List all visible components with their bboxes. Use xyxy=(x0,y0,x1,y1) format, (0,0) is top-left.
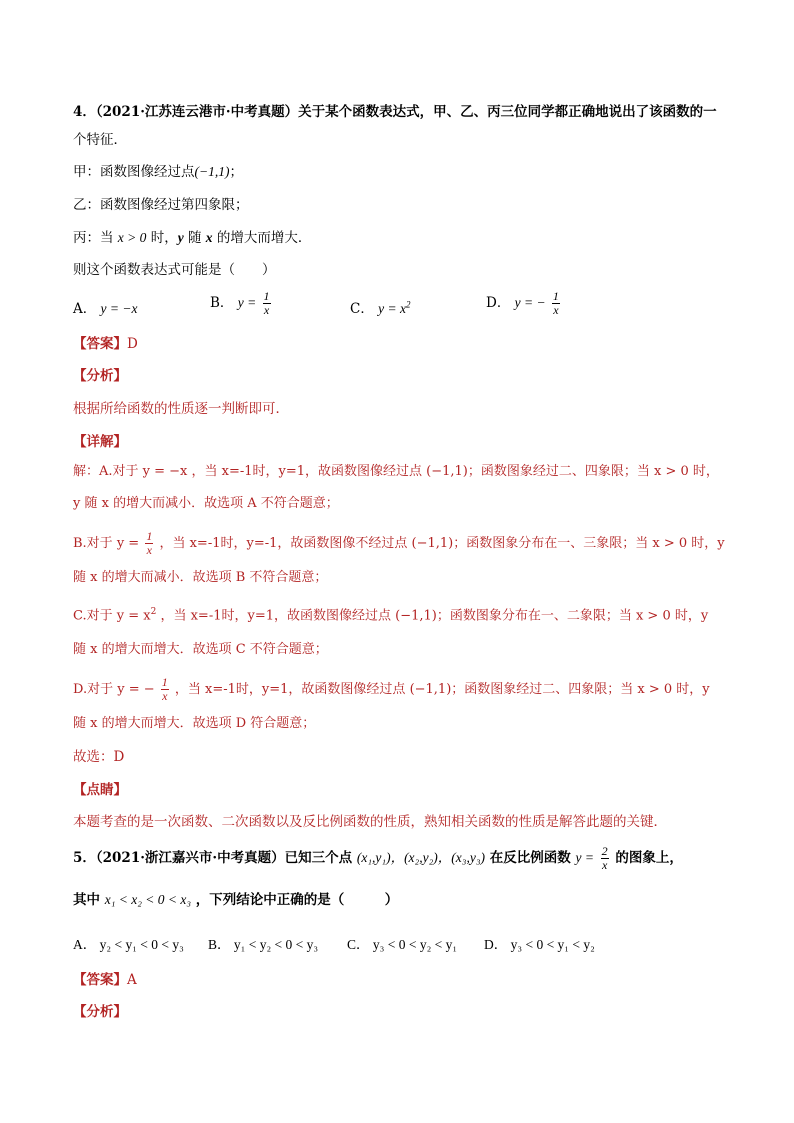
q4-option-d-lhs: y = − xyxy=(514,295,546,310)
q4-detail-d1-fraction: $\frac{1}{x}$ xyxy=(161,675,168,703)
q4-jia-end: ； xyxy=(229,164,243,180)
q4-option-b-lhs: y = xyxy=(237,295,257,310)
q4-answer-tag: 【答案】 xyxy=(73,336,127,352)
q5-answer-value: A xyxy=(127,972,137,988)
q4-detail-d1-post: ，当 x=-1时，y=1，故函数图像经过点 (−1,1)；函数图象经过二、四象限；当 x > 0 时，y xyxy=(174,682,710,697)
q4-option-c xyxy=(350,297,410,317)
q5-header-pre: 5．（2021·浙江嘉兴市·中考真题）已知三个点 xyxy=(73,850,353,866)
q4-detail-tag: 【详解】 xyxy=(73,434,127,450)
q4-bing-x: x xyxy=(205,230,213,245)
q4-detail-d1 xyxy=(73,676,710,703)
q4-option-d-label: D． xyxy=(486,295,511,311)
q4-jia-text: 甲：函数图像经过点 xyxy=(73,164,195,180)
q5-answer xyxy=(73,970,137,990)
q5-line2-post: ，下列结论中正确的是（ ） xyxy=(195,892,399,908)
q4-detail-c1-sup: 2 xyxy=(150,607,157,617)
q5-header-fraction: $\frac{2}{x}$ xyxy=(601,844,608,872)
q4-condition-bing xyxy=(73,228,311,248)
q5-header-lhs: y = xyxy=(575,850,594,865)
q4-bing-cond: x > 0 xyxy=(117,230,147,245)
q4-bing-c: 随 xyxy=(188,230,202,246)
q5-header xyxy=(73,845,683,872)
q4-detail-b1-post: ，当 x=-1时，y=-1，故函数图像不经过点 (−1,1)；函数图象分布在一、三象限；当 x > 0 时，y xyxy=(159,536,725,551)
q5-header-mid: 在反比例函数 xyxy=(489,850,571,866)
q4-detail-b1 xyxy=(73,530,725,557)
q4-option-c-label: C． xyxy=(350,301,374,317)
q4-option-c-expr: y = x xyxy=(378,301,406,316)
q5-option-b: B． y₁ < y₂ < 0 < y₃ xyxy=(208,937,319,952)
q4-condition-yi: 乙：函数图像经过第四象限； xyxy=(73,197,249,213)
q5-option-a: A． y₂ < y₁ < 0 < y₃ xyxy=(73,937,184,952)
q4-answer xyxy=(73,334,138,354)
q4-bing-a: 丙：当 xyxy=(73,230,114,246)
q4-option-c-sup: 2 xyxy=(405,299,411,310)
q4-detail-a1: 解：A.对于 y = −x ，当 x=-1时，y=1，故函数图像经过点 (−1,1)；函数图象经过二、四象限；当 x > 0 时， xyxy=(73,464,719,479)
q5-line2-cond: x₁ < x₂ < 0 < x₃ xyxy=(104,892,192,907)
q4-choose: 故选：D xyxy=(73,749,125,765)
q5-option-d: D． y₃ < 0 < y₁ < y₂ xyxy=(484,937,595,952)
q4-point: 本题考查的是一次函数、二次函数以及反比例函数的性质，熟知相关函数的性质是解答此题的关键． xyxy=(73,814,667,830)
q4-detail-b2: 随 x 的增大而减小．故选项 B 不符合题意； xyxy=(73,570,328,585)
q4-option-b-fraction: $\frac{1}{x}$ xyxy=(263,289,270,317)
q5-header-points: (x₁,y₁)，(x₂,y₂)，(x₃,y₃) xyxy=(356,850,486,865)
q4-option-d-fraction: $\frac{1}{x}$ xyxy=(552,289,559,317)
q4-option-b-label: B． xyxy=(210,295,234,311)
q4-detail-d2: 随 x 的增大而增大．故选项 D 符合题意； xyxy=(73,716,316,731)
q4-detail-b1-pre: B.对于 y = xyxy=(73,536,140,551)
q5-header-post: 的图象上， xyxy=(615,850,683,866)
q4-detail-d1-pre: D.对于 y = − xyxy=(73,682,155,697)
q4-answer-value: D xyxy=(127,336,138,352)
q5-answer-tag: 【答案】 xyxy=(73,972,127,988)
q4-detail-c1-pre: C.对于 y = x xyxy=(73,608,151,624)
q4-detail-c2: 随 x 的增大而增大．故选项 C 不符合题意； xyxy=(73,642,328,657)
q4-option-d xyxy=(486,290,562,317)
q4-point-tag: 【点睛】 xyxy=(73,782,127,798)
q4-detail-c1-post: ，当 x=-1时，y=1，故函数图像经过点 (−1,1)；函数图象分布在一、二象限；当 x > 0 时，y xyxy=(160,608,709,624)
q4-ask: 则这个函数表达式可能是（ ） xyxy=(73,262,276,278)
q5-analysis-tag: 【分析】 xyxy=(73,1004,127,1020)
q4-jia-point: (−1,1) xyxy=(194,164,230,179)
q5-line2 xyxy=(73,890,398,910)
q4-header-cont: 个特征． xyxy=(73,132,127,148)
q4-bing-b: 时， xyxy=(150,230,178,246)
q4-analysis-tag: 【分析】 xyxy=(73,368,127,384)
q4-option-b xyxy=(210,290,273,317)
q5-option-c: C． y₃ < 0 < y₂ < y₁ xyxy=(347,937,458,952)
q4-detail-c1 xyxy=(73,602,708,626)
q4-option-a xyxy=(73,297,138,317)
q4-detail-a2: y 随 x 的增大而减小．故选项 A 不符合题意； xyxy=(73,496,339,511)
q4-detail-b1-fraction: $\frac{1}{x}$ xyxy=(146,529,153,557)
q4-condition-jia xyxy=(73,162,243,182)
q4-header: 4．（2021·江苏连云港市·中考真题）关于某个函数表达式，甲、乙、丙三位同学都正确地说出了该函数的一 xyxy=(73,104,717,120)
q4-bing-y: y xyxy=(177,230,184,245)
q4-option-a-expr: y = −x xyxy=(100,301,138,316)
q4-option-a-label: A． xyxy=(73,301,97,317)
q5-line2-pre: 其中 xyxy=(73,892,100,908)
q4-analysis: 根据所给函数的性质逐一判断即可． xyxy=(73,401,289,417)
q4-bing-d: 的增大而增大． xyxy=(216,230,312,246)
